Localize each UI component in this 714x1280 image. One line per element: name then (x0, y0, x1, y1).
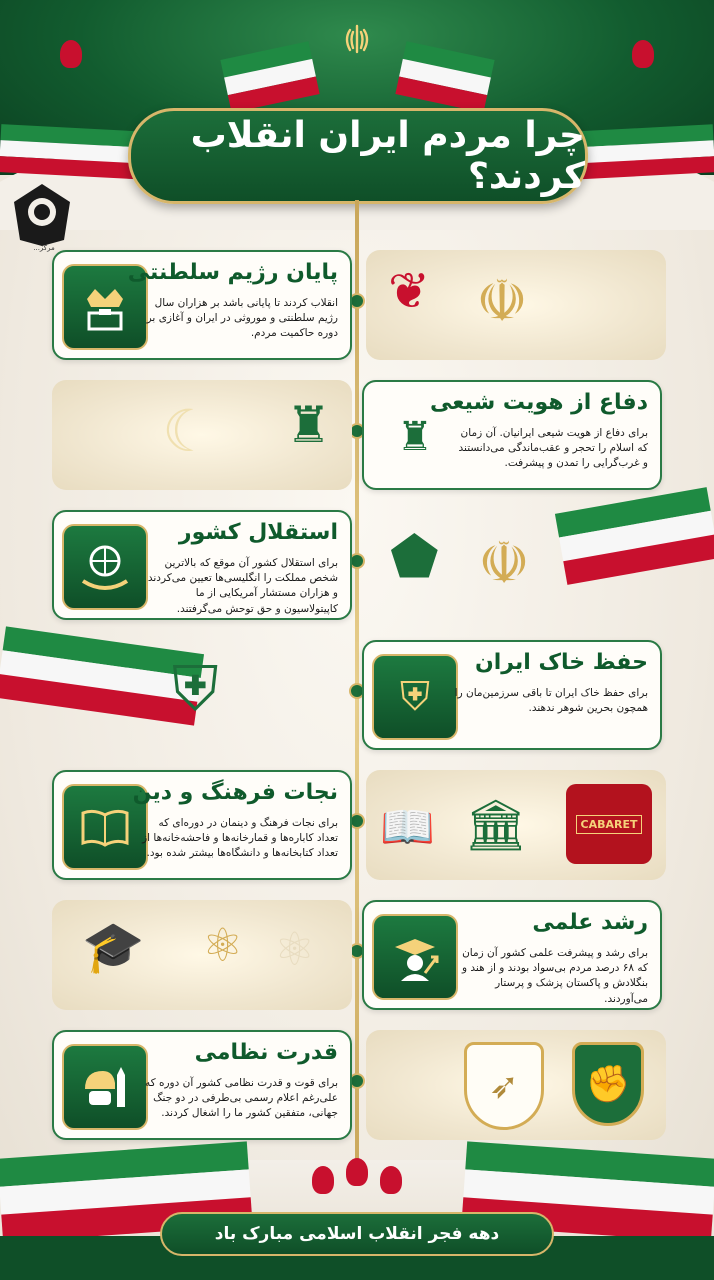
image-panel-moon-minaret (52, 380, 352, 490)
fist-shield-icon: ✊ (572, 1042, 644, 1126)
graduate-growth-icon: 🎓 (82, 918, 145, 976)
reason-card-culture-religion (52, 770, 352, 880)
tulip-icon (380, 1166, 402, 1194)
organization-logo (10, 182, 74, 248)
tulip-chain-icon: ❦ (388, 262, 430, 320)
image-panel-shields (366, 1030, 666, 1140)
open-book-icon: 📖 (380, 802, 435, 853)
iran-emblem-icon: ☫ (476, 267, 528, 335)
card-title: استقلال کشور (178, 520, 338, 545)
card-body: برای رشد و پیشرفت علمی کشور آن زمان که ۶۸ درصد مردم بی‌سواد بودند و از هند و بنگلادش و پاکستان پزشک و پرستار می‌آوردند. (461, 947, 648, 1005)
tulip-icon (312, 1166, 334, 1194)
card-title: حفظ خاک ایران (474, 650, 648, 675)
iran-map-shield-icon: ⛨ (172, 652, 219, 725)
iran-emblem-icon (340, 22, 374, 56)
image-panel-iran-shield (52, 640, 352, 750)
tulip-icon (346, 1158, 368, 1186)
card-title: پایان رژیم سلطنتی (127, 260, 338, 285)
image-panel-cabaret-library (366, 770, 666, 880)
helmet-missile-icon (62, 1044, 148, 1130)
card-body: برای نجات فرهنگ و دینمان در دوره‌ای که تعداد کاباره‌ها و قمارخانه‌ها و فاحشه‌خانه‌ها از تعداد کتابخانه‌ها و دانشگاه‌ها بیشتر شده بود. (142, 817, 338, 860)
cabaret-label: CABARET (576, 815, 643, 834)
cabaret-sign (566, 784, 652, 864)
tulip-icon (632, 40, 654, 68)
reason-card-independence (52, 510, 352, 620)
crescent-moon-icon: ☾ (162, 397, 214, 465)
reason-card-scientific-growth (362, 900, 662, 1010)
card-title: نجات فرهنگ و دین (132, 780, 338, 805)
card-body: برای قوت و قدرت نظامی کشور آن دوره که علی‌رغم اعلام رسمی بی‌طرفی در دو جنگ جهانی، متفقین کشور ما را اشغال کردند. (145, 1077, 338, 1120)
reason-card-territory (362, 640, 662, 750)
minaret-icon: ♜ (372, 394, 458, 480)
footer-banner (160, 1212, 554, 1256)
library-building-icon: 🏛 (464, 796, 528, 854)
card-body: انقلاب کردند تا پایانی باشد بر هزاران سال رژیم سلطنتی و موروثی در ایران و آغازی بر دوره حاکمیت مردم. (146, 297, 338, 340)
card-body: برای استقلال کشور آن موقع که بالاترین شخص مملکت را انگلیسی‌ها تعیین می‌کردند و هزاران مستشار آمریکایی از ما کاپیتولاسیون و حق توحش می‌گرفتند. (147, 557, 338, 615)
image-panel-iran-map (366, 510, 666, 620)
card-title: رشد علمی (532, 910, 648, 935)
footer-text: دهه فجر انقلاب اسلامی مبارک باد (214, 1224, 500, 1244)
page-title-banner (128, 108, 588, 204)
card-body: برای دفاع از هویت شیعی ایرانیان. آن زمان که اسلام را تحجر و عقب‌ماندگی می‌دانستند و غرب‌گرایی را تمدن و پیشرفت. (458, 427, 648, 470)
reason-card-military-power (52, 1030, 352, 1140)
missile-shield-icon: ➶ (464, 1042, 544, 1130)
iran-map-shield-icon: ⛨ (372, 654, 458, 740)
card-title: قدرت نظامی (194, 1040, 338, 1065)
graduate-growth-icon (372, 914, 458, 1000)
minaret-icon: ♜ (286, 396, 331, 454)
tulip-icon (60, 40, 82, 68)
image-panel-science (52, 900, 352, 1010)
card-title: دفاع از هویت شیعی (429, 390, 648, 415)
card-body: برای حفظ خاک ایران تا باقی سرزمین‌مان را همچون بحرین شوهر ندهند. (454, 687, 648, 715)
flag-band-top-right (569, 124, 714, 179)
iran-emblem-icon: ☫ (478, 529, 530, 597)
logo-caption: مرکز... (33, 244, 55, 252)
iran-map-icon: ⬟ (390, 525, 439, 590)
page-title: چرا مردم ایران انقلاب کردند؟ (190, 115, 585, 197)
reason-card-monarchy (52, 250, 352, 360)
image-panel-emblem-tulip (366, 250, 666, 360)
reason-card-shia-identity (362, 380, 662, 490)
globe-hands-icon (62, 524, 148, 610)
molecule-icon: ⚛ (202, 918, 244, 972)
molecule-icon: ⚛ (274, 922, 316, 976)
